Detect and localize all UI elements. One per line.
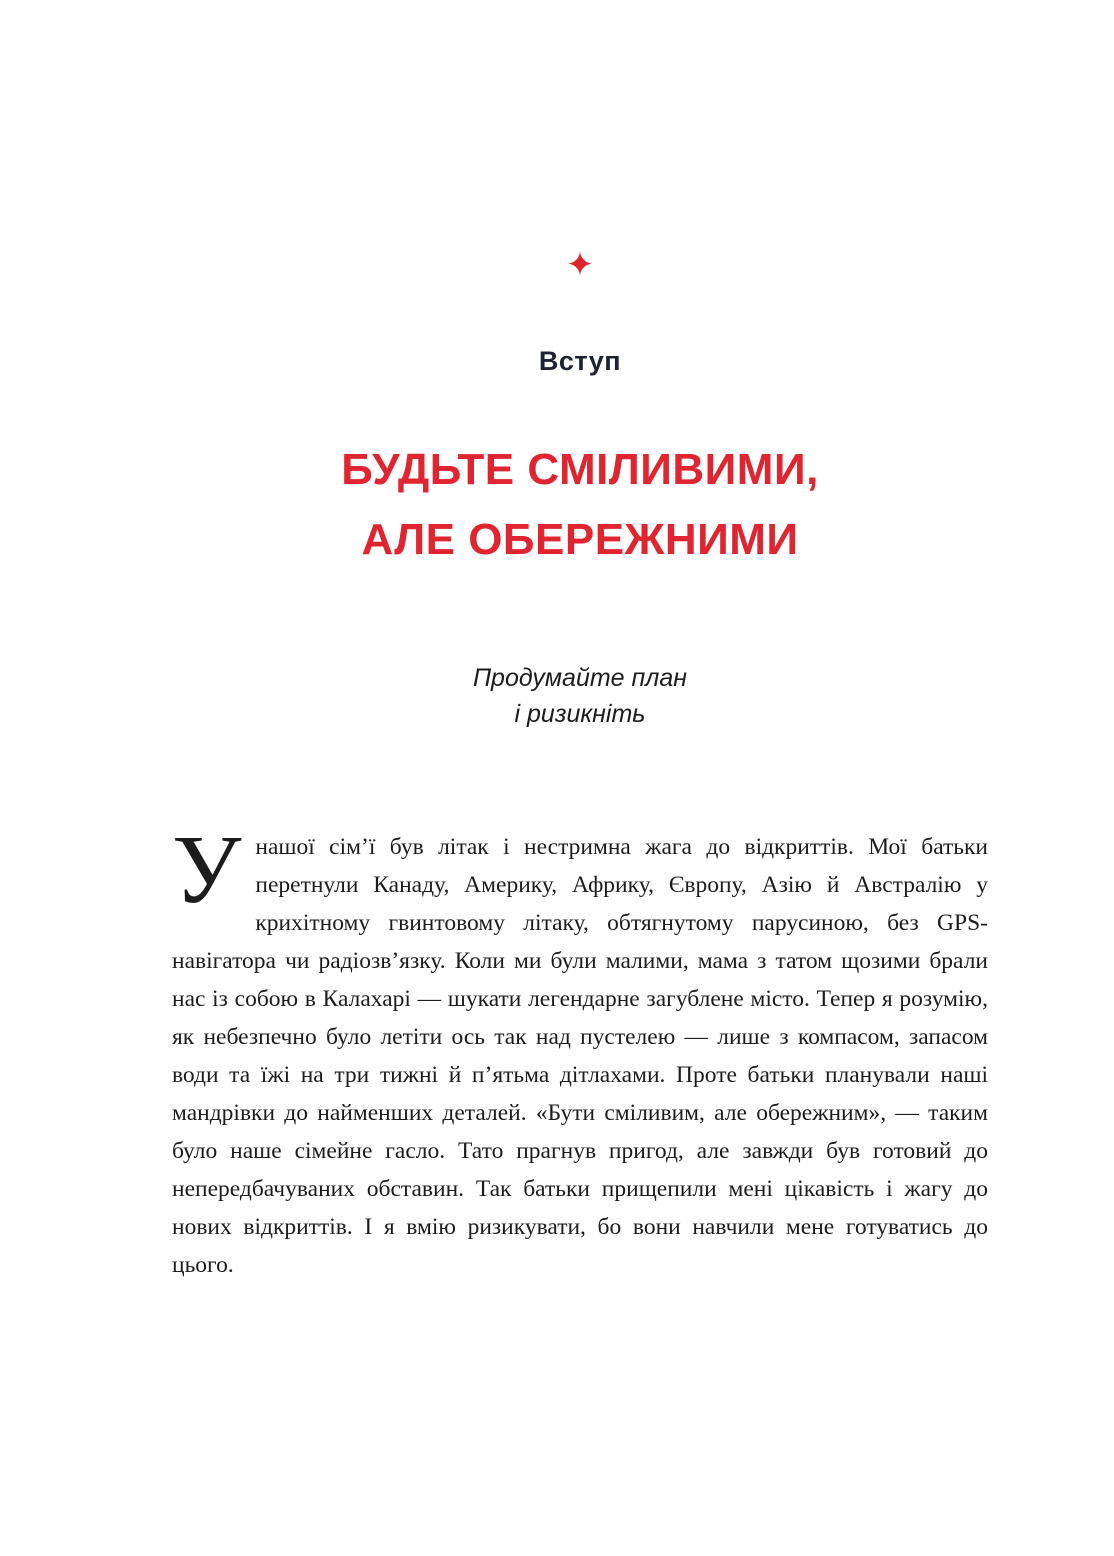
diamond-ornament-icon: ✦ [565,245,595,285]
drop-cap: У [172,816,242,925]
chapter-label: Вступ [538,346,622,376]
chapter-subtitle-line2: і ризикніть [514,700,646,729]
body-paragraph [172,816,988,1284]
chapter-title-line2: АЛЕ ОБЕРЕЖНИМИ [361,514,799,564]
body-text: нашої сім’ї був літак і нестримна жага до відкриттів. Мої батьки перетнули Канаду, Америку, Африку, Європу, Азію й Австралію у крихітному гвинтовому літаку, обтягнутому парусиною, без GPS-навігатора чи радіозв’язку. Коли ми були малими, мама з татом щозими брали нас із собою в Калахарі — шукати легендарне загублене місто. Тепер я розумію, як небезпечно було летіти ось так над пустелею — лише з компасом, запасом води та їжі на три тижні й п’ятьма дітлахами. Проте батьки планували наші мандрівки до найменших деталей. «Бути сміливим, але обережним», — таким було наше сімейне гасло. Тато прагнув пригод, але завжди був готовий до непередбачуваних обставин. Так батьки прищепили мені цікавість і жагу до нових відкриттів. І я вмію ризикувати, бо вони навчили мене готуватись до цього. [172,834,988,1279]
page-content [172,0,988,1308]
chapter-title [172,435,988,574]
chapter-subtitle [172,660,988,732]
chapter-subtitle-line1: Продумайте план [472,664,688,693]
chapter-title-line1: БУДЬТЕ СМІЛИВИМИ, [341,445,819,494]
